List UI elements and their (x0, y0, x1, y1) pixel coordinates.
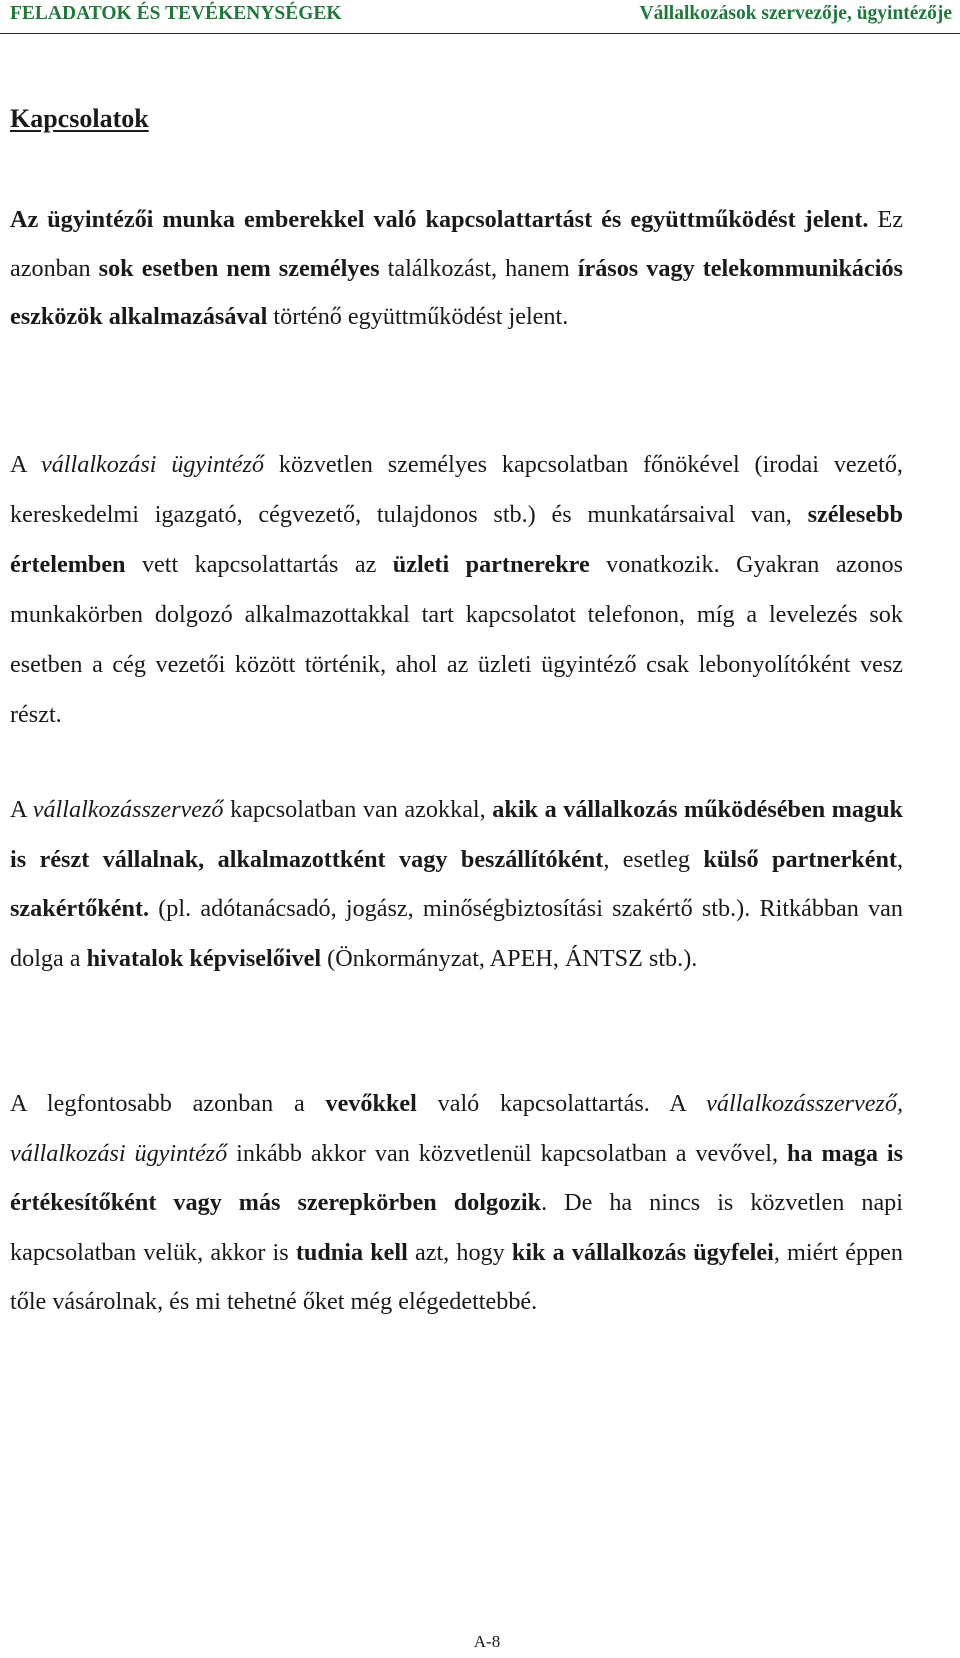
p4-bold-2: vevőkkel (325, 1090, 417, 1117)
p3-bold-10: hivatalok képviselőivel (86, 944, 322, 972)
p3-text-11: (Önkormányzat, APEH, ÁNTSZ stb.). (321, 944, 698, 972)
p4-text-9: azt, hogy (407, 1238, 512, 1266)
p2-text-1: A (10, 451, 41, 478)
p3-text-7: , (896, 845, 904, 873)
p4-text-7: . De ha nincs is közvetlen napi kapcsolatban velük, akkor is (10, 1189, 903, 1266)
p4-text-1: A legfontosabb azonban a (10, 1090, 326, 1117)
p1-bold-5: írásos vagy telekommunikációs eszközök alkalmazásával (10, 254, 903, 330)
paragraph-3 (10, 785, 903, 983)
p4-text-3: való kapcsolattartás. A (416, 1090, 707, 1117)
p4-bold-6: ha maga is értékesítőként vagy más szerepkörben dolgozik (10, 1139, 903, 1216)
p4-text-5: inkább akkor van közvetlenül kapcsolatban a vevővel, (227, 1139, 787, 1167)
p1-text-4: találkozást, hanem (379, 254, 578, 282)
header-document-title: Vállalkozások szervezője, ügyintézője (639, 3, 952, 24)
p3-text-3: kapcsolatban van azokkal, (223, 796, 493, 823)
p1-bold-3: sok esetben nem személyes (98, 254, 380, 282)
paragraph-2 (10, 440, 903, 740)
page-header (0, 0, 960, 34)
p3-italic-2: vállalkozásszervező (32, 796, 224, 823)
p3-bold-4: akik a vállalkozás működésében maguk is részt vállalnak, alkalmazottként vagy beszállítóként (10, 796, 903, 873)
p2-text-3: közvetlen személyes kapcsolatban főnökével (irodai vezető, kereskedelmi igazgató, cégvezető, tulajdonos stb.) és munkatársaival van, (10, 451, 903, 528)
page-footer (0, 1632, 960, 1652)
p2-text-5: vett kapcsolattartás az (125, 551, 393, 578)
section-title: Kapcsolatok (10, 104, 149, 133)
p1-text-6: történő együttműködést jelent. (267, 303, 569, 330)
p3-text-1: A (10, 796, 33, 823)
header-chapter-title: FELADATOK ÉS TEVÉKENYSÉGEK (10, 3, 342, 24)
p4-bold-8: tudnia kell (295, 1238, 408, 1266)
p2-bold-4: szélesebb értelemben (10, 501, 903, 578)
page-number: A-8 (473, 1632, 501, 1651)
paragraph-4 (10, 1079, 903, 1327)
p3-bold-8: szakértőként. (10, 895, 150, 922)
p2-bold-6: üzleti partnerekre (392, 551, 590, 578)
p4-text-11: , miért éppen tőle vásárolnak, és mi tehetné őket még elégedettebbé. (10, 1238, 903, 1315)
p4-italic-4: vállalkozásszervező, vállalkozási ügyintéző (10, 1090, 903, 1167)
paragraph-1 (10, 196, 903, 342)
p3-text-5: , esetleg (603, 845, 704, 873)
p3-bold-6: külső partnerként (703, 845, 897, 873)
p2-text-7: vonatkozik. Gyakran azonos munkakörben dolgozó alkalmazottakkal tart kapcsolatot telefonon, míg a levelezés sok esetben a cég vezetői között történik, ahol az üzleti ügyintéző csak lebonyolítóként vesz részt. (10, 551, 903, 728)
p4-bold-10: kik a vállalkozás ügyfelei (511, 1238, 774, 1266)
p2-italic-2: vállalkozási ügyintéző (40, 451, 265, 478)
p1-bold-1: Az ügyintézői munka emberekkel való kapcsolattartást és együttműködést jelent. (10, 206, 869, 233)
p1-text-2: Ez azonban (10, 206, 904, 282)
p3-text-9: (pl. adótanácsadó, jogász, minőségbiztosítási szakértő stb.). Ritkábban van dolga a (10, 895, 903, 972)
